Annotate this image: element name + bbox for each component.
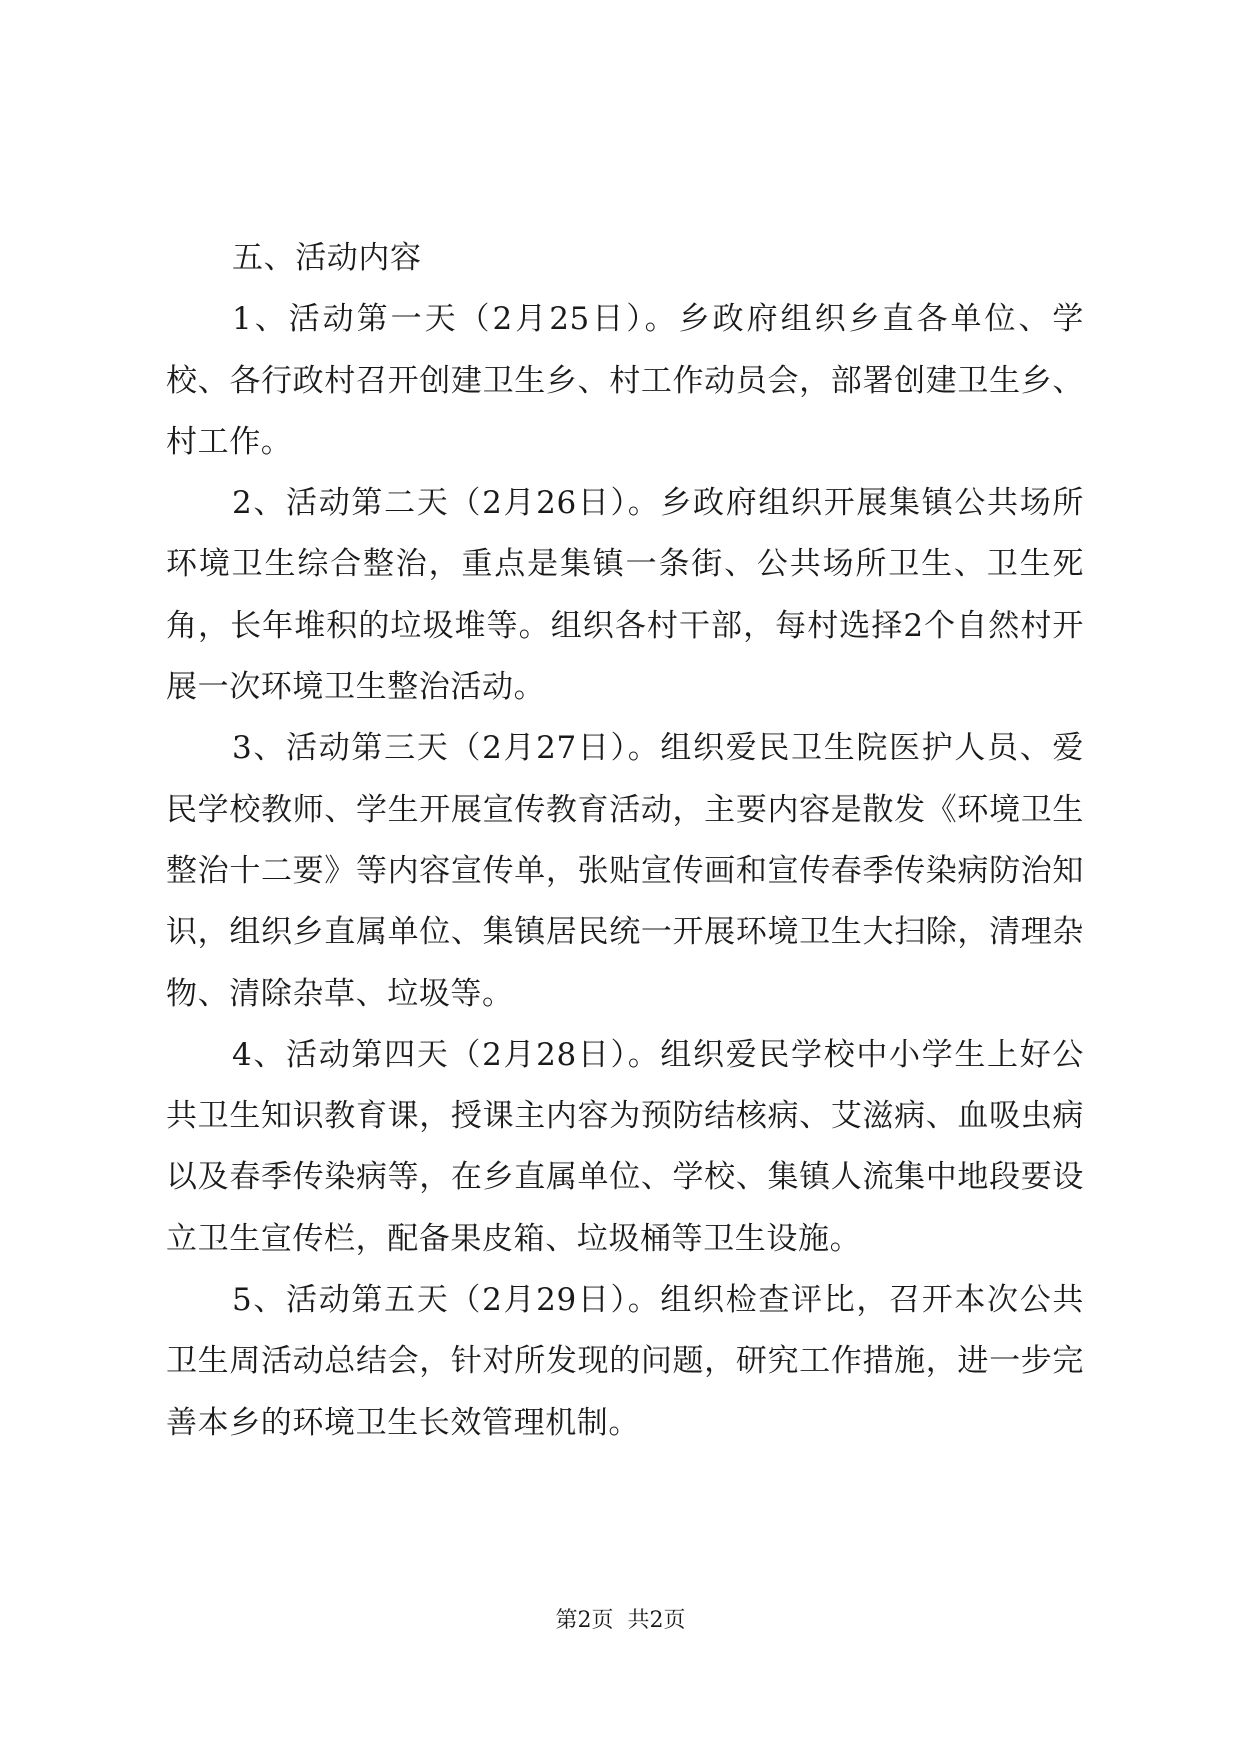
- page-footer: [0, 1606, 1241, 1636]
- page-number: 第2页: [555, 1608, 614, 1633]
- paragraph-day-2: 2、活动第二天（2月26日）。乡政府组织开展集镇公共场所环境卫生综合整治，重点是集镇一条街、公共场所卫生、卫生死角，长年堆积的垃圾堆等。组织各村干部，每村选择2个自然村开展一次环境卫生整治活动。: [166, 485, 1084, 706]
- document-body: [166, 228, 1084, 1454]
- paragraph-day-5: 5、活动第五天（2月29日）。组织检查评比，召开本次公共卫生周活动总结会，针对所发现的问题，研究工作措施，进一步完善本乡的环境卫生长效管理机制。: [166, 1282, 1084, 1441]
- paragraph-day-1: 1、活动第一天（2月25日）。乡政府组织乡直各单位、学校、各行政村召开创建卫生乡、村工作动员会，部署创建卫生乡、村工作。: [166, 301, 1084, 460]
- page-total: 共2页: [627, 1608, 686, 1633]
- paragraph-day-4: 4、活动第四天（2月28日）。组织爱民学校中小学生上好公共卫生知识教育课，授课主内容为预防结核病、艾滋病、血吸虫病以及春季传染病等，在乡直属单位、学校、集镇人流集中地段要设立卫生宣传栏，配备果皮箱、垃圾桶等卫生设施。: [166, 1036, 1084, 1257]
- section-heading: 五、活动内容: [232, 240, 422, 276]
- paragraph-day-3: 3、活动第三天（2月27日）。组织爱民卫生院医护人员、爱民学校教师、学生开展宣传教育活动，主要内容是散发《环境卫生整治十二要》等内容宣传单，张贴宣传画和宣传春季传染病防治知识，组织乡直属单位、集镇居民统一开展环境卫生大扫除，清理杂物、清除杂草、垃圾等。: [166, 730, 1084, 1012]
